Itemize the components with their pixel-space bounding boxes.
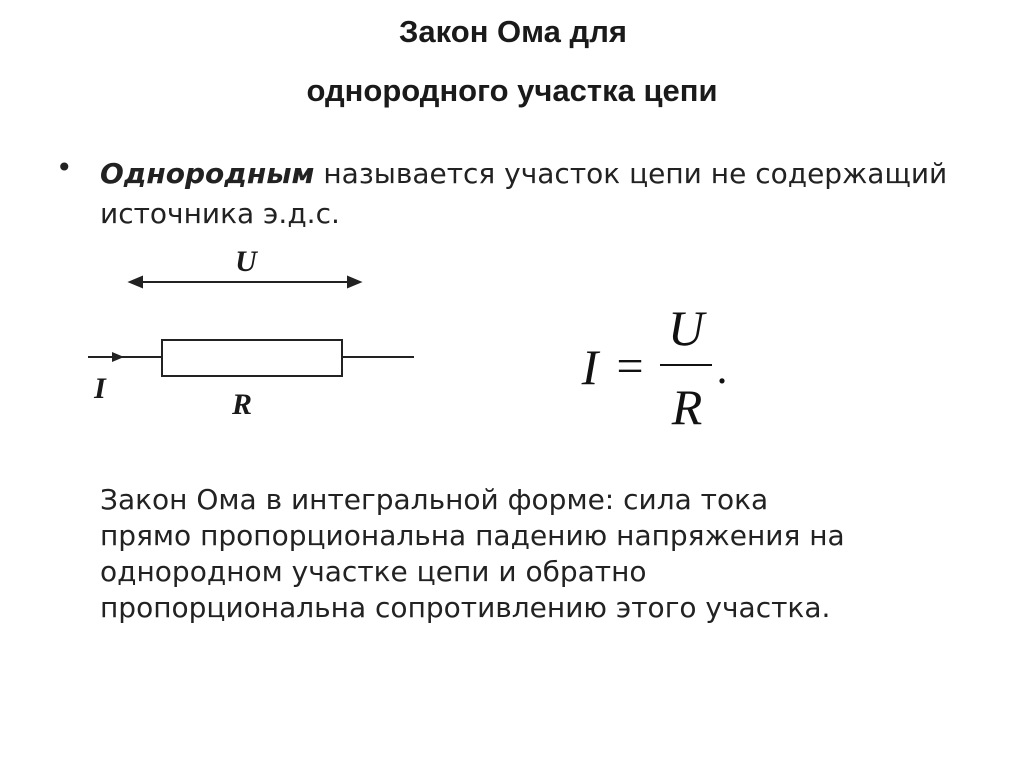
formula-current: I (581, 339, 599, 395)
voltage-arrow (130, 277, 360, 287)
slide-title-line-1: Закон Ома для (399, 14, 627, 49)
ohm-formula (581, 300, 728, 435)
law-line-1: Закон Ома в интегральной форме: сила тока (100, 483, 769, 516)
law-line-2: прямо пропорциональна падению напряжения на (100, 519, 845, 552)
law-line-3: однородном участке цепи и обратно (100, 555, 647, 588)
current-label: I (94, 372, 106, 405)
formula-equals: = (616, 340, 644, 393)
definition-term: Однородным (100, 157, 315, 190)
resistor-label: R (231, 388, 253, 421)
formula-period: . (716, 344, 728, 393)
voltage-label: U (235, 245, 257, 278)
law-line-4: пропорциональна сопротивлению этого участка. (100, 591, 831, 624)
formula-denominator: R (671, 379, 703, 435)
formula-numerator: U (667, 300, 705, 356)
bullet-marker: • (56, 151, 73, 184)
definition-text: называется участок цепи не содержащий источника э.д.с. (100, 157, 948, 230)
slide-title-line-2: однородного участка цепи (306, 73, 718, 108)
current-arrow-head (112, 352, 124, 362)
law-statement (100, 482, 1000, 626)
resistor (162, 340, 342, 376)
